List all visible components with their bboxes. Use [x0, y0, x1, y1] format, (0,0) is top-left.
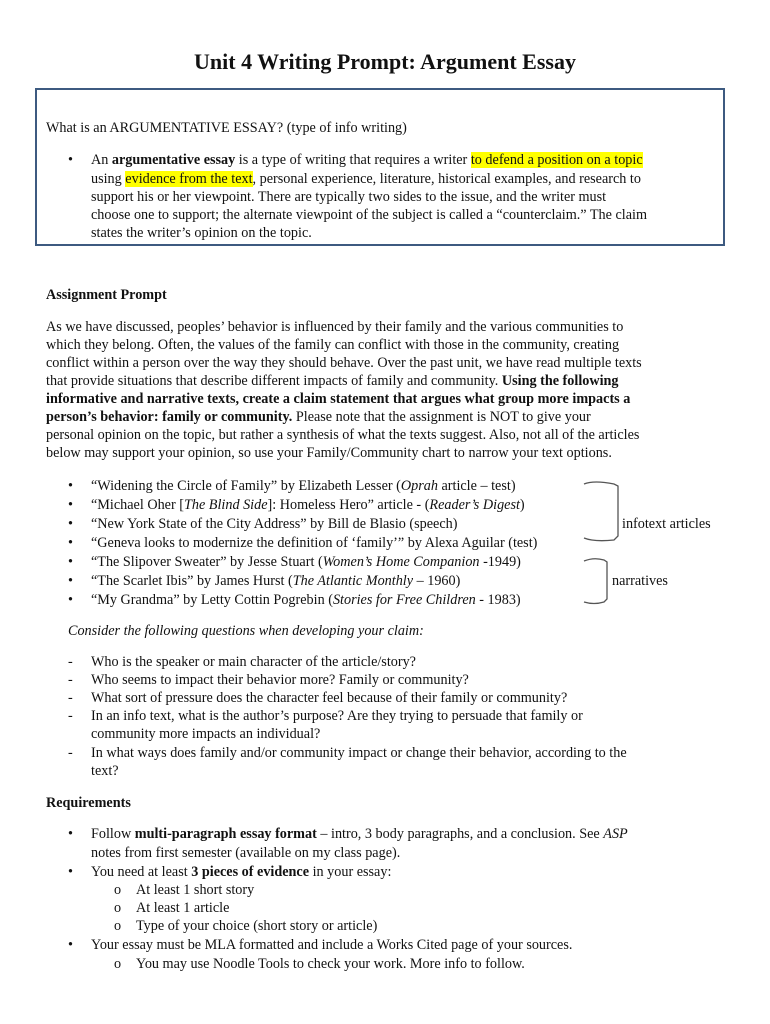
requirement-item: You need at least 3 pieces of evidence in your essay:	[91, 864, 392, 880]
assignment-line: person’s behavior: family or community. Please note that the assignment is NOT to give your	[46, 409, 591, 425]
highlight: to defend a position on a topic	[470, 152, 643, 168]
text-item: “New York State of the City Address” by Bill de Blasio (speech)	[91, 516, 458, 532]
sub-bullet-icon: o	[114, 956, 122, 972]
requirement-item: Follow multi-paragraph essay format – intro, 3 body paragraphs, and a conclusion. See ASP	[91, 826, 628, 842]
requirement-item-cont: notes from first semester (available on my class page).	[91, 845, 401, 861]
bullet-icon: •	[68, 152, 73, 168]
question-item: In what ways does family and/or community impact or change their behavior, according to the	[91, 745, 627, 761]
infotext-label: infotext articles	[622, 516, 711, 532]
dash-icon: -	[68, 708, 73, 724]
narratives-label: narratives	[612, 573, 668, 589]
question-item-cont: community more impacts an individual?	[91, 726, 321, 742]
bullet-icon: •	[68, 497, 73, 513]
text-item: “Michael Oher [The Blind Side]: Homeless Hero” article - (Reader’s Digest)	[91, 497, 525, 513]
definition-line-2: using evidence from the text, personal experience, literature, historical examples, and research to	[91, 171, 641, 187]
consider-heading: Consider the following questions when developing your claim:	[68, 623, 424, 639]
assignment-line: informative and narrative texts, create a claim statement that argues what group more impacts a	[46, 391, 631, 407]
dash-icon: -	[68, 745, 73, 761]
definition-line-5: states the writer’s opinion on the topic.	[91, 225, 312, 241]
bullet-icon: •	[68, 478, 73, 494]
bullet-icon: •	[68, 573, 73, 589]
requirements-heading: Requirements	[46, 795, 131, 811]
sub-bullet-icon: o	[114, 918, 122, 934]
sub-requirement: Type of your choice (short story or article)	[136, 918, 378, 934]
sub-bullet-icon: o	[114, 900, 122, 916]
infotext-bracket-icon	[584, 482, 618, 541]
sub-requirement: You may use Noodle Tools to check your work. More info to follow.	[136, 956, 525, 972]
dash-icon: -	[68, 672, 73, 688]
question-item: In an info text, what is the author’s purpose? Are they trying to persuade that family or	[91, 708, 583, 724]
text-item: “The Scarlet Ibis” by James Hurst (The Atlantic Monthly – 1960)	[91, 573, 461, 589]
assignment-heading: Assignment Prompt	[46, 287, 167, 303]
text-item: “My Grandma” by Letty Cottin Pogrebin (Stories for Free Children - 1983)	[91, 592, 521, 608]
assignment-line: that provide situations that describe different impacts of family and community. Using the following	[46, 373, 619, 389]
sub-bullet-icon: o	[114, 882, 122, 898]
definition-line-1: An argumentative essay is a type of writing that requires a writer to defend a position on a topic	[91, 152, 643, 168]
sub-requirement: At least 1 article	[136, 900, 230, 916]
bullet-icon: •	[68, 826, 73, 842]
text-item: “Geneva looks to modernize the definition of ‘family’” by Alexa Aguilar (test)	[91, 535, 538, 551]
question-item: What sort of pressure does the character feel because of their family or community?	[91, 690, 568, 706]
highlight: evidence from the text	[125, 171, 253, 187]
bullet-icon: •	[68, 554, 73, 570]
assignment-line: below may support your opinion, so use your Family/Community chart to narrow your text options.	[46, 445, 612, 461]
bullet-icon: •	[68, 592, 73, 608]
requirement-item: Your essay must be MLA formatted and include a Works Cited page of your sources.	[91, 937, 573, 953]
assignment-line: which they belong. Often, the values of the family can conflict with those in the community, creating	[46, 337, 620, 353]
dash-icon: -	[68, 654, 73, 670]
narratives-bracket-icon	[584, 559, 607, 604]
definition-line-4: choose one to support; the alternate viewpoint of the subject is called a “counterclaim.” The claim	[91, 207, 648, 223]
text-item: “The Slipover Sweater” by Jesse Stuart (Women’s Home Companion -1949)	[91, 554, 521, 570]
bullet-icon: •	[68, 937, 73, 953]
page-title: Unit 4 Writing Prompt: Argument Essay	[194, 49, 576, 74]
question-item: Who is the speaker or main character of the article/story?	[91, 654, 416, 670]
question-item-cont: text?	[91, 763, 119, 779]
question-item: Who seems to impact their behavior more? Family or community?	[91, 672, 469, 688]
definition-line-3: support his or her viewpoint. There are typically two sides to the issue, and the writer must	[91, 189, 607, 205]
bullet-icon: •	[68, 535, 73, 551]
text-item: “Widening the Circle of Family” by Elizabeth Lesser (Oprah article – test)	[91, 478, 516, 494]
dash-icon: -	[68, 690, 73, 706]
definition-question: What is an ARGUMENTATIVE ESSAY? (type of info writing)	[46, 120, 407, 136]
assignment-line: As we have discussed, peoples’ behavior is influenced by their family and the various communities to	[46, 319, 624, 335]
assignment-line: conflict within a person over the way they should behave. Over the past unit, we have read multiple texts	[46, 355, 642, 371]
assignment-line: personal opinion on the topic, but rather a synthesis of what the texts suggest. Also, not all of the articles	[46, 427, 640, 443]
sub-requirement: At least 1 short story	[136, 882, 255, 898]
bullet-icon: •	[68, 864, 73, 880]
bullet-icon: •	[68, 516, 73, 532]
